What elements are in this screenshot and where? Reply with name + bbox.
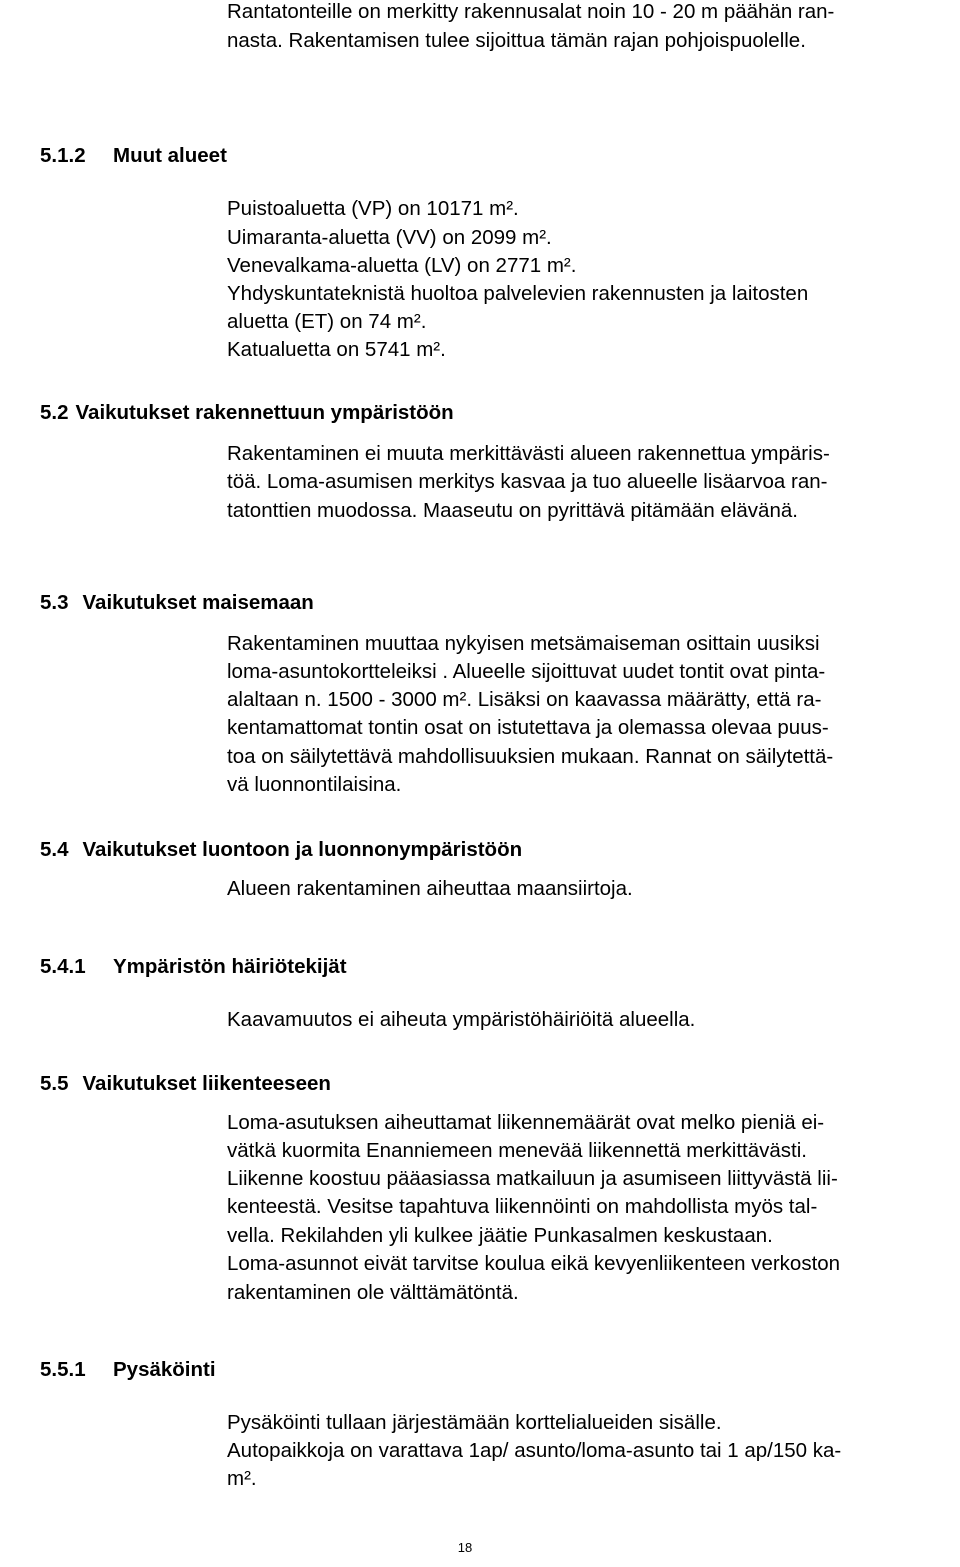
section-heading-5-4-1 [40,955,347,979]
paragraph-line: Rakentaminen ei muuta merkittävästi alueen rakennettua ympäris- [227,442,830,465]
paragraph-line: vä luonnontilaisina. [227,773,402,796]
paragraph-line: toa on säilytettävä mahdollisuuksien mukaan. Rannat on säilytettä- [227,745,834,768]
section-title: Vaikutukset liikenteeseen [82,1072,331,1095]
paragraph-line: Uimaranta-aluetta (VV) on 2099 m². [227,226,552,249]
paragraph-line: aluetta (ET) on 74 m². [227,310,427,333]
paragraph-line: Rakentaminen muuttaa nykyisen metsämaiseman osittain uusiksi [227,632,820,655]
paragraph-line: Katualuetta on 5741 m². [227,338,446,361]
paragraph-line: kentamattomat tontin osat on istutettava ja olemassa olevaa puus- [227,716,829,739]
paragraph-line: Liikenne koostuu pääasiassa matkailuun ja asumiseen liittyvästä lii- [227,1167,838,1190]
section-title: Ympäristön häiriötekijät [113,955,347,978]
section-title: Vaikutukset maisemaan [82,591,314,614]
paragraph-line: loma-asuntokortteleiksi . Alueelle sijoittuvat uudet tontit ovat pinta- [227,660,826,683]
paragraph-line: töä. Loma-asumisen merkitys kasvaa ja tuo alueelle lisäarvoa ran- [227,470,828,493]
paragraph-line: vätkä kuormita Enanniemeen menevää liikennettä merkittävästi. [227,1139,807,1162]
paragraph-line: Autopaikkoja on varattava 1ap/ asunto/loma-asunto tai 1 ap/150 ka- [227,1439,842,1462]
page-number: 18 [457,1540,473,1555]
paragraph-line: kenteestä. Vesitse tapahtuva liikennöinti on mahdollista myös tal- [227,1195,818,1218]
paragraph-line: Venevalkama-aluetta (LV) on 2771 m². [227,254,577,277]
section-heading-5-3 [40,591,314,615]
section-number: 5.5 [40,1072,69,1095]
intro-line-2: nasta. Rakentamisen tulee sijoittua tämän rajan pohjoispuolelle. [227,29,806,52]
intro-line-1: Rantatonteille on merkitty rakennusalat noin 10 - 20 m päähän ran- [227,0,835,23]
paragraph-line: Kaavamuutos ei aiheuta ympäristöhäiriöitä alueella. [227,1008,696,1031]
paragraph-line: Alueen rakentaminen aiheuttaa maansiirtoja. [227,877,633,900]
paragraph-line: rakentaminen ole välttämätöntä. [227,1281,519,1304]
paragraph-line: tatonttien muodossa. Maaseutu on pyrittävä pitämään elävänä. [227,499,798,522]
section-heading-5-1-2 [40,144,227,168]
section-number: 5.4 [40,838,69,861]
paragraph-line: vella. Rekilahden yli kulkee jäätie Punkasalmen keskustaan. [227,1224,773,1247]
paragraph-line: m². [227,1467,257,1490]
section-title: Vaikutukset luontoon ja luonnonympäristöön [82,838,523,861]
section-title: Vaikutukset rakennettuun ympäristöön [75,401,454,424]
section-number: 5.1.2 [40,144,86,167]
paragraph-line: Puistoaluetta (VP) on 10171 m². [227,197,519,220]
paragraph-line: Pysäköinti tullaan järjestämään korttelialueiden sisälle. [227,1411,722,1434]
section-heading-5-2 [40,401,454,425]
paragraph-line: Yhdyskuntateknistä huoltoa palvelevien rakennusten ja laitosten [227,282,809,305]
section-heading-5-5-1 [40,1358,216,1382]
paragraph-line: alaltaan n. 1500 - 3000 m². Lisäksi on kaavassa määrätty, että ra- [227,688,822,711]
section-number: 5.4.1 [40,955,86,978]
section-title: Pysäköinti [113,1358,216,1381]
section-heading-5-5 [40,1072,331,1096]
section-number: 5.2 [40,401,69,424]
section-number: 5.5.1 [40,1358,86,1381]
section-heading-5-4 [40,838,522,862]
section-number: 5.3 [40,591,69,614]
paragraph-line: Loma-asutuksen aiheuttamat liikennemäärät ovat melko pieniä ei- [227,1111,825,1134]
section-title: Muut alueet [113,144,227,167]
paragraph-line: Loma-asunnot eivät tarvitse koulua eikä kevyenliikenteen verkoston [227,1252,841,1275]
